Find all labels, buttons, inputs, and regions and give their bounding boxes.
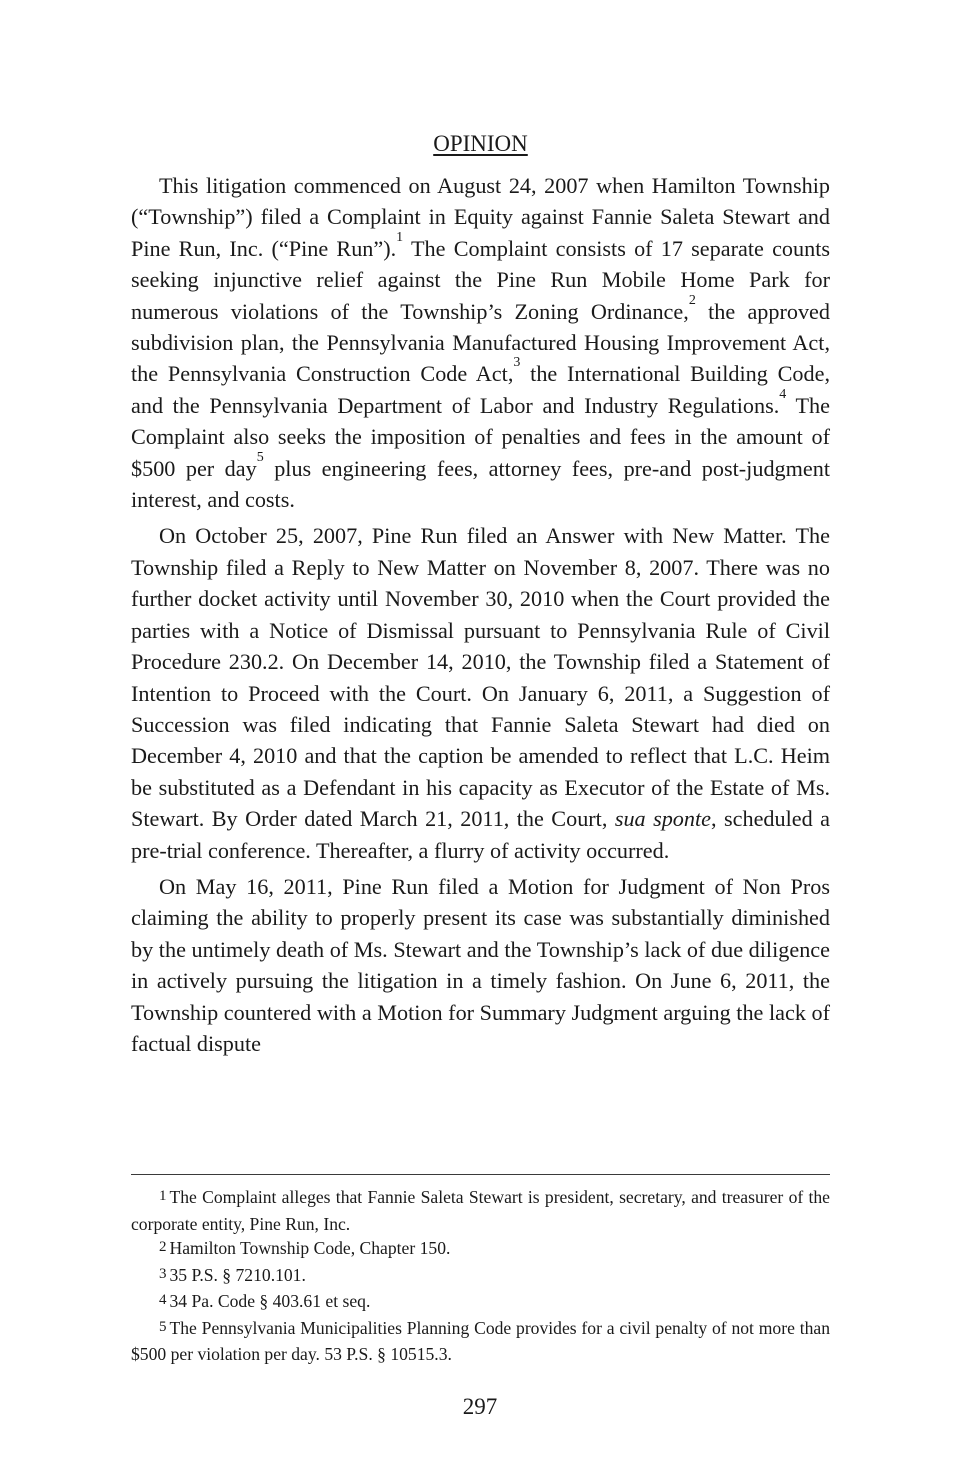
page-number: 297 <box>462 1394 498 1419</box>
footnote-text: 34 Pa. Code § 403.61 et seq. <box>169 1291 371 1311</box>
footnote-reference: 2 <box>688 292 696 308</box>
footnote-number: 4 <box>159 1292 167 1308</box>
footnote <box>131 1289 830 1316</box>
footnote <box>131 1185 830 1236</box>
footnote-number: 1 <box>159 1188 167 1204</box>
opinion-heading <box>131 128 830 160</box>
body-paragraph <box>131 170 830 515</box>
footnote-divider <box>131 1174 830 1175</box>
footnote-number: 2 <box>159 1239 167 1255</box>
footnote <box>131 1263 830 1290</box>
footnote-number: 5 <box>159 1318 167 1335</box>
opinion-heading-text: OPINION <box>433 131 528 156</box>
opinion-body <box>131 128 830 1064</box>
footnote-reference: 3 <box>513 355 521 371</box>
italic-text: sua sponte <box>614 806 712 832</box>
paragraph-text: the International Building Code, and the Pennsylvania Department of Labor and Industry Regulations. <box>131 361 830 418</box>
footnote-reference: 1 <box>396 229 404 245</box>
paragraph-text: The Complaint consists of 17 separate counts seeking injunctive relief against the Pine Run Mobile Home Park for numerous violations of the Township’s Zoning Ordinance, <box>131 235 830 324</box>
footnote-list <box>131 1185 830 1367</box>
footnote <box>131 1236 830 1263</box>
footnote-reference: 4 <box>779 386 787 402</box>
footnote-text: The Complaint alleges that Fannie Saleta Stewart is president, secretary, and treasurer of the corporate entity, Pine Run, Inc. <box>131 1187 830 1234</box>
paragraph-text: the approved subdivision plan, the Pennsylvania Manufactured Housing Improvement Act, the Pennsylvania Construction Code Act, <box>131 298 830 387</box>
footnote-text: The Pennsylvania Municipalities Planning Code provides for a civil penalty of not more than $500 per violation per day. 53 P.S. § 10515.3. <box>131 1317 830 1364</box>
body-paragraph <box>131 871 830 1059</box>
paragraph-text: plus engineering fees, attorney fees, pre-and post-judgment interest, and costs. <box>131 455 830 513</box>
paragraph-list <box>131 170 830 1059</box>
paragraph-text: On October 25, 2007, Pine Run filed an Answer with New Matter. The Township filed a Reply to New Matter on November 8, 2007. There was no further docket activity until November 30, 2010 when the Court provided the parties with a Notice of Dismissal pursuant to Pennsylvania Rule of Civil Procedure 230.2. On December 14, 2010, the Township filed a Statement of Intention to Proceed with the Court. On January 6, 2011, a Suggestion of Succession was filed indicating that Fannie Saleta Stewart had died on December 4, 2010 and that the caption be amended to reflect that L.C. Heim be substituted as a Defendant in his capacity as Executor of the Estate of Ms. Stewart. By Order dated March 21, 2011, the Court, <box>131 523 830 832</box>
paragraph-text: This litigation commenced on August 24, 2007 when Hamilton Township (“Township”) filed a Complaint in Equity against Fannie Saleta Stewart and Pine Run, Inc. (“Pine Run”). <box>131 173 830 261</box>
body-paragraph <box>131 520 830 865</box>
footnote <box>131 1316 830 1367</box>
paragraph-text: On May 16, 2011, Pine Run filed a Motion for Judgment of Non Pros claiming the ability to properly present its case was substantially diminished by the untimely death of Ms. Stewart and the Township’s lack of due diligence in actively pursuing the litigation in a timely fashion. On June 6, 2011, the Township countered with a Motion for Summary Judgment arguing the lack of factual dispute <box>131 873 830 1056</box>
paragraph-text: , scheduled a pre-trial conference. Thereafter, a flurry of activity occurred. <box>131 806 830 863</box>
paragraph-text: The Complaint also seeks the imposition of penalties and fees in the amount of $500 per day <box>131 392 830 481</box>
footnote-text: Hamilton Township Code, Chapter 150. <box>169 1238 451 1258</box>
footnote-reference: 5 <box>256 449 264 465</box>
footnote-number: 3 <box>159 1265 167 1282</box>
footnote-text: 35 P.S. § 7210.101. <box>169 1264 306 1285</box>
